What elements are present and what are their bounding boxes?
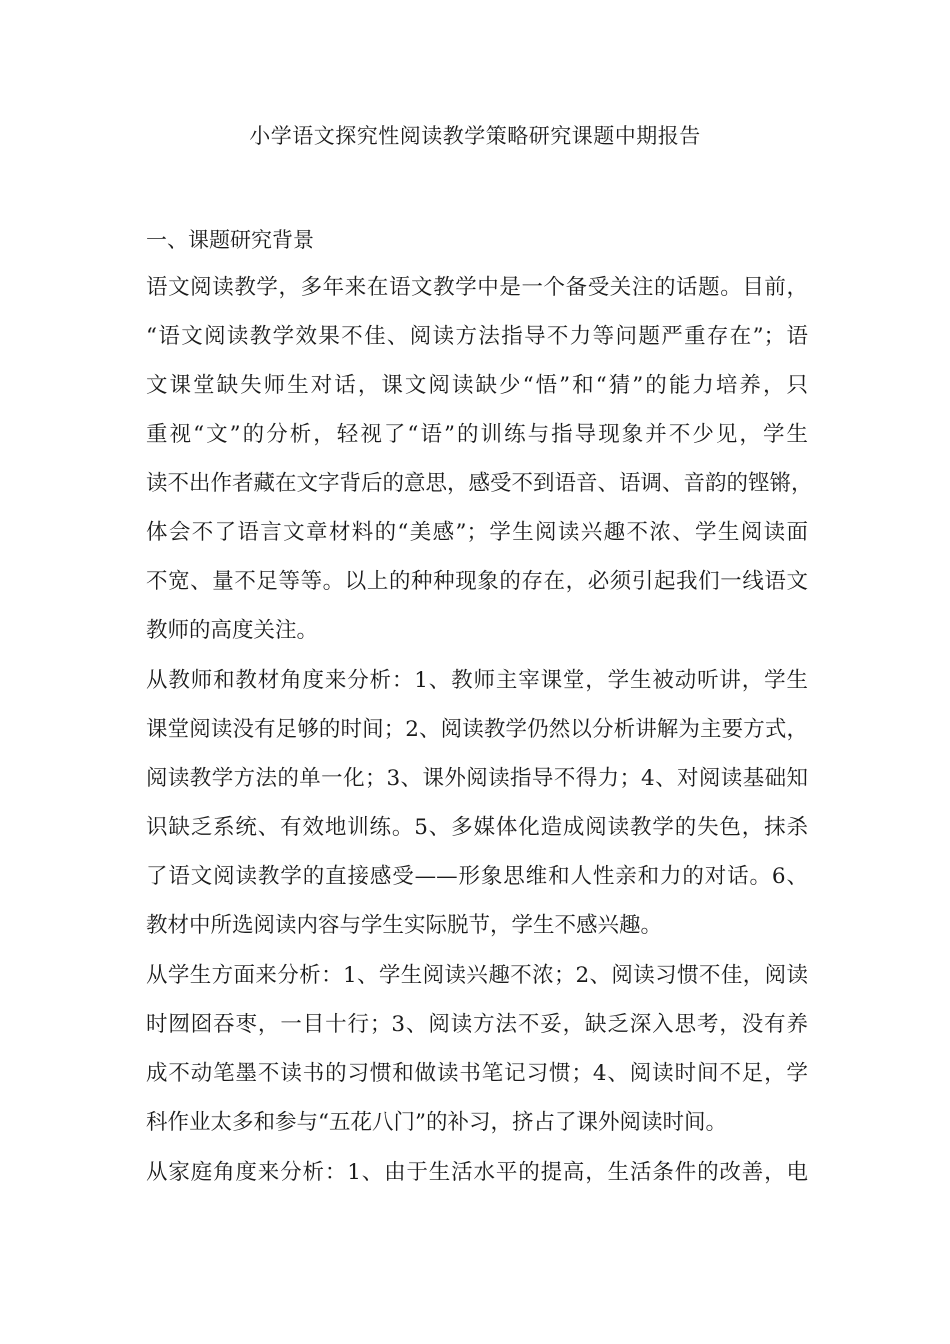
body-line: 不宽、量不足等等。以上的种种现象的存在，必须引起我们一线语文 (146, 569, 808, 594)
body-line: 从家庭角度来分析：1、由于生活水平的提高，生活条件的改善，电 (146, 1160, 808, 1185)
body-line: 教材中所选阅读内容与学生实际脱节，学生不感兴趣。 (146, 913, 663, 938)
body-line: 从学生方面来分析：1、学生阅读兴趣不浓；2、阅读习惯不佳，阅读 (146, 963, 808, 988)
body-line: 读不出作者藏在文字背后的意思，感受不到语音、语调、音韵的铿锵， (146, 471, 813, 496)
body-line: 文课堂缺失师生对话，课文阅读缺少“悟”和“猜”的能力培养，只 (146, 373, 808, 398)
body-line: 重视“文”的分析，轻视了“语”的训练与指导现象并不少见，学生 (146, 422, 808, 447)
body-line: 时囫囵吞枣，一目十行；3、阅读方法不妥，缺乏深入思考，没有养 (146, 1012, 808, 1037)
body-line: 了语文阅读教学的直接感受——形象思维和人性亲和力的对话。6、 (146, 864, 808, 889)
section-heading: 一、课题研究背景 (146, 228, 314, 252)
body-line: “语文阅读教学效果不佳、阅读方法指导不力等问题严重存在”；语 (146, 324, 808, 349)
body-line: 课堂阅读没有足够的时间；2、阅读教学仍然以分析讲解为主要方式， (146, 717, 808, 742)
body-line: 从教师和教材角度来分析：1、教师主宰课堂，学生被动听讲，学生 (146, 668, 808, 693)
body-line: 体会不了语言文章材料的“美感”；学生阅读兴趣不浓、学生阅读面 (146, 520, 808, 545)
body-line: 识缺乏系统、有效地训练。5、多媒体化造成阅读教学的失色，抹杀 (146, 815, 808, 840)
body-line: 成不动笔墨不读书的习惯和做读书笔记习惯；4、阅读时间不足，学 (146, 1061, 808, 1086)
document-title: 小学语文探究性阅读教学策略研究课题中期报告 (249, 124, 701, 148)
body-line: 语文阅读教学，多年来在语文教学中是一个备受关注的话题。目前， (146, 275, 808, 300)
body-line: 科作业太多和参与“五花八门”的补习，挤占了课外阅读时间。 (146, 1110, 727, 1135)
body-line: 阅读教学方法的单一化；3、课外阅读指导不得力；4、对阅读基础知 (146, 766, 808, 791)
body-line: 教师的高度关注。 (146, 618, 319, 643)
